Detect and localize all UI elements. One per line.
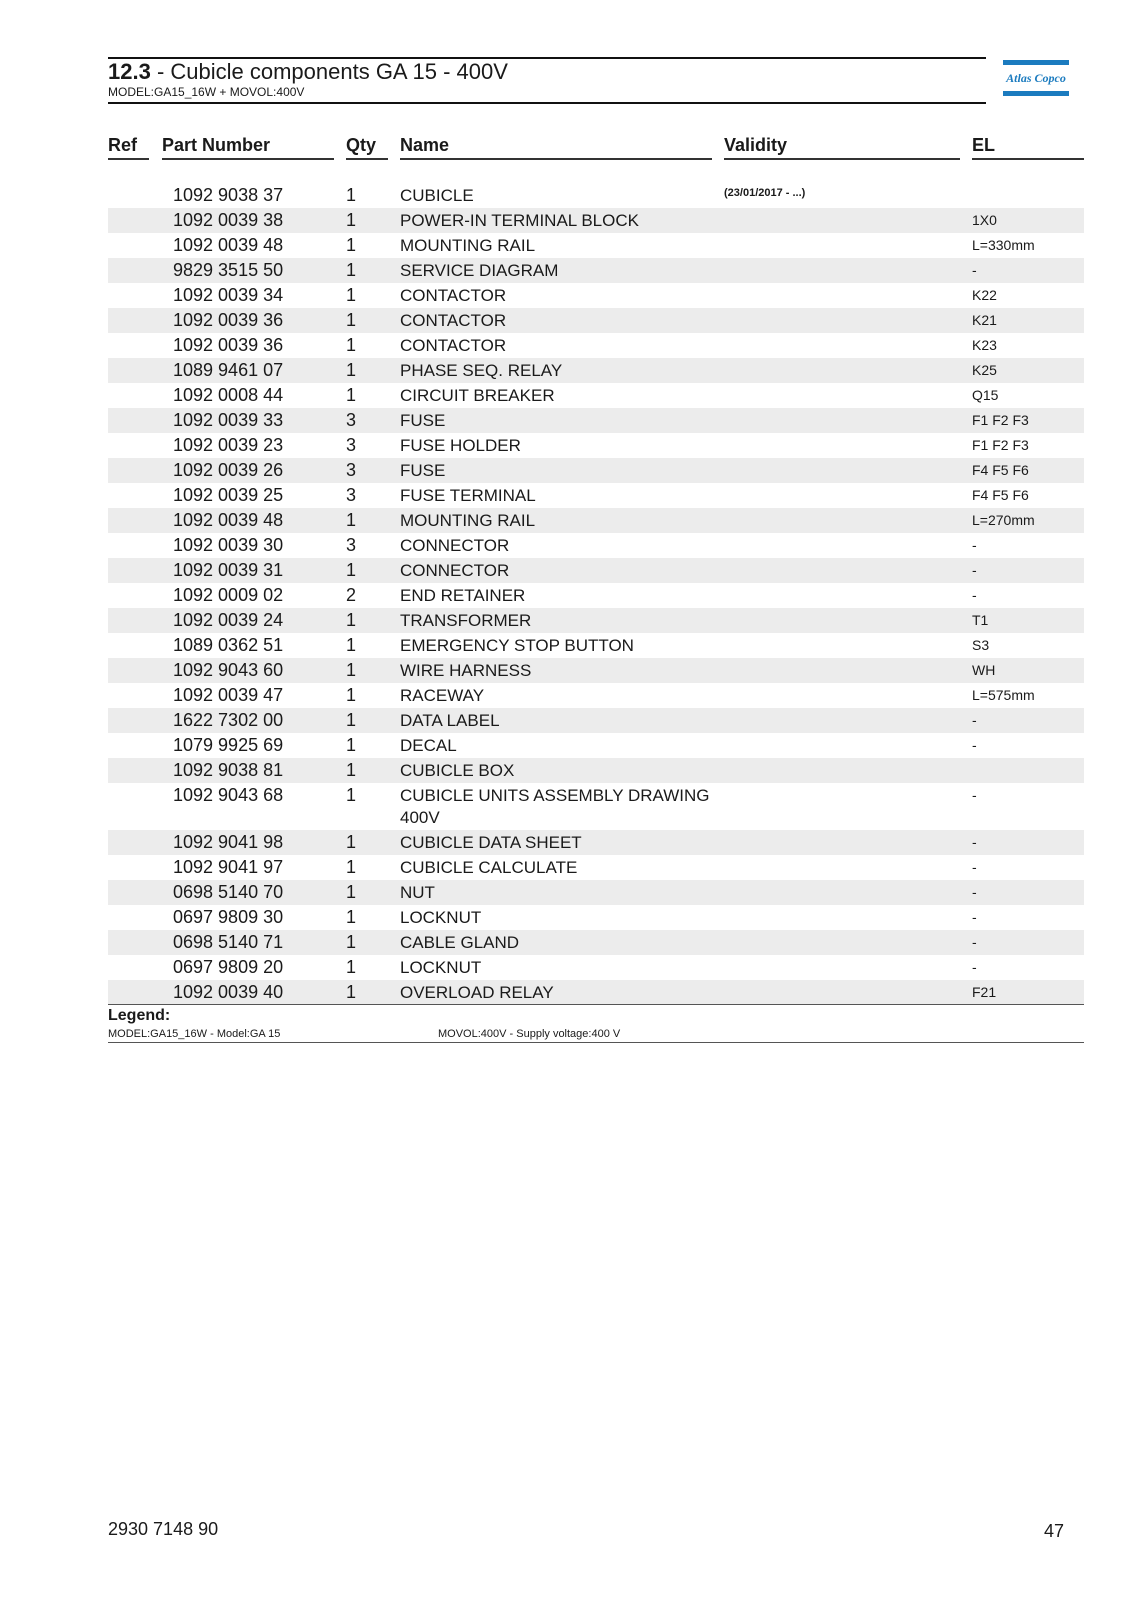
table-row [108, 333, 1084, 358]
el-cell: - [972, 737, 977, 753]
qty-cell: 3 [346, 435, 357, 455]
qty-cell: 1 [346, 360, 357, 380]
legend-item-model: MODEL:GA15_16W - Model:GA 15 [108, 1028, 281, 1040]
table-row [108, 830, 1084, 855]
qty-cell: 1 [346, 635, 357, 655]
name-cell: CONTACTOR [400, 311, 507, 330]
part-number-cell: 1092 9041 97 [173, 857, 284, 877]
qty-cell: 1 [346, 335, 357, 355]
qty-cell: 1 [346, 210, 357, 230]
table-row [108, 708, 1084, 733]
part-number-cell: 0698 5140 70 [173, 882, 284, 902]
table-row [108, 283, 1084, 308]
part-number-cell: 1092 0039 47 [173, 685, 284, 705]
part-number-cell: 1089 9461 07 [173, 360, 284, 380]
logo-bottom-bar [1003, 91, 1069, 96]
table-row [108, 483, 1084, 508]
name-continuation-cell: 400V [400, 808, 440, 827]
el-cell: 1X0 [972, 212, 997, 228]
el-cell: L=270mm [972, 512, 1035, 528]
el-cell: - [972, 562, 977, 578]
table-row [108, 383, 1084, 408]
page-number: 47 [1044, 1521, 1065, 1541]
table-row [108, 683, 1084, 708]
table-row [108, 208, 1084, 233]
name-cell: CUBICLE BOX [400, 761, 515, 780]
part-number-cell: 1092 0039 33 [173, 410, 284, 430]
name-cell: RACEWAY [400, 686, 485, 705]
name-cell: FUSE HOLDER [400, 436, 521, 455]
el-cell: - [972, 834, 977, 850]
part-number-cell: 1092 0039 25 [173, 485, 284, 505]
name-cell: WIRE HARNESS [400, 661, 532, 680]
part-number-cell: 1092 0039 48 [173, 235, 284, 255]
el-cell: F1 F2 F3 [972, 437, 1029, 453]
table-row [108, 458, 1084, 483]
name-cell: DECAL [400, 736, 457, 755]
part-number-cell: 1622 7302 00 [173, 710, 284, 730]
qty-cell: 1 [346, 957, 357, 977]
table-row [108, 955, 1084, 980]
table-row [108, 583, 1084, 608]
qty-cell: 1 [346, 610, 357, 630]
el-cell: T1 [972, 612, 989, 628]
name-cell: MOUNTING RAIL [400, 236, 536, 255]
qty-cell: 2 [346, 585, 357, 605]
qty-cell: 3 [346, 460, 357, 480]
header-rule-validity [724, 158, 960, 160]
name-cell: TRANSFORMER [400, 611, 532, 630]
part-number-cell: 0697 9809 30 [173, 907, 284, 927]
name-cell: FUSE [400, 411, 446, 430]
el-cell: - [972, 262, 977, 278]
table-row [108, 183, 1084, 208]
table-row [108, 930, 1084, 955]
part-number-cell: 0697 9809 20 [173, 957, 284, 977]
el-cell: L=575mm [972, 687, 1035, 703]
el-cell: S3 [972, 637, 990, 653]
part-number-cell: 1092 0039 40 [173, 982, 284, 1002]
qty-cell: 1 [346, 260, 357, 280]
header-rule-part-number [162, 158, 334, 160]
table-row [108, 233, 1084, 258]
qty-cell: 1 [346, 982, 357, 1002]
el-cell: K21 [972, 312, 997, 328]
qty-cell: 3 [346, 535, 357, 555]
table-row [108, 980, 1084, 1005]
part-number-cell: 1092 9043 60 [173, 660, 284, 680]
el-cell: F1 F2 F3 [972, 412, 1029, 428]
document-number: 2930 7148 90 [108, 1519, 219, 1539]
part-number-cell: 1089 0362 51 [173, 635, 284, 655]
part-number-cell: 1092 0039 30 [173, 535, 284, 555]
part-number-cell: 1092 0039 38 [173, 210, 284, 230]
el-cell: - [972, 959, 977, 975]
part-number-cell: 1092 0039 31 [173, 560, 284, 580]
name-cell: LOCKNUT [400, 908, 482, 927]
name-cell: FUSE [400, 461, 446, 480]
header-rule-el [972, 158, 1084, 160]
logo-top-bar [1003, 60, 1069, 65]
validity-cell: (23/01/2017 - ...) [724, 187, 806, 199]
el-cell: WH [972, 662, 996, 678]
table-row [108, 855, 1084, 880]
qty-cell: 1 [346, 560, 357, 580]
name-cell: CONTACTOR [400, 286, 507, 305]
el-cell: F21 [972, 984, 997, 1000]
el-cell: L=330mm [972, 237, 1035, 253]
el-cell: K22 [972, 287, 997, 303]
part-number-cell: 1092 0039 24 [173, 610, 284, 630]
name-cell: OVERLOAD RELAY [400, 983, 554, 1002]
column-header-el: EL [972, 135, 996, 155]
part-number-cell: 1092 9038 81 [173, 760, 284, 780]
table-row [108, 608, 1084, 633]
name-cell: CUBICLE CALCULATE [400, 858, 578, 877]
part-number-cell: 1092 0039 36 [173, 335, 284, 355]
qty-cell: 3 [346, 410, 357, 430]
table-row [108, 308, 1084, 333]
qty-cell: 1 [346, 882, 357, 902]
name-cell: MOUNTING RAIL [400, 511, 536, 530]
header-bottom-rule [108, 102, 986, 104]
el-cell: - [972, 909, 977, 925]
el-cell: F4 F5 F6 [972, 462, 1029, 478]
table-row [108, 533, 1084, 558]
el-cell: K25 [972, 362, 997, 378]
legend-item-voltage: MOVOL:400V - Supply voltage:400 V [438, 1028, 621, 1040]
name-cell: CONNECTOR [400, 561, 510, 580]
table-row [108, 558, 1084, 583]
el-cell: K23 [972, 337, 997, 353]
el-cell: - [972, 884, 977, 900]
column-header-part-number: Part Number [162, 135, 271, 155]
name-cell: POWER-IN TERMINAL BLOCK [400, 211, 639, 230]
qty-cell: 1 [346, 760, 357, 780]
name-cell: NUT [400, 883, 435, 902]
legend-bottom-rule [108, 1042, 1084, 1043]
name-cell: PHASE SEQ. RELAY [400, 361, 563, 380]
logo-text: Atlas Copco [1006, 71, 1066, 85]
qty-cell: 3 [346, 485, 357, 505]
name-cell: CONTACTOR [400, 336, 507, 355]
qty-cell: 1 [346, 735, 357, 755]
part-number-cell: 1092 0039 26 [173, 460, 284, 480]
column-header-validity: Validity [724, 135, 788, 155]
qty-cell: 1 [346, 932, 357, 952]
qty-cell: 1 [346, 510, 357, 530]
part-number-cell: 9829 3515 50 [173, 260, 284, 280]
part-number-cell: 1092 9043 68 [173, 785, 284, 805]
name-cell: LOCKNUT [400, 958, 482, 977]
el-cell: - [972, 587, 977, 603]
table-row [108, 880, 1084, 905]
part-number-cell: 1092 0039 36 [173, 310, 284, 330]
name-cell: SERVICE DIAGRAM [400, 261, 559, 280]
legend-title: Legend: [108, 1007, 171, 1024]
el-cell: Q15 [972, 387, 999, 403]
table-row [108, 408, 1084, 433]
part-number-cell: 1092 0009 02 [173, 585, 284, 605]
part-number-cell: 1092 0039 23 [173, 435, 284, 455]
qty-cell: 1 [346, 907, 357, 927]
table-row [108, 733, 1084, 758]
part-number-cell: 1092 9038 37 [173, 185, 284, 205]
qty-cell: 1 [346, 310, 357, 330]
table-row [108, 783, 1084, 829]
column-header-name: Name [400, 135, 450, 155]
part-number-cell: 1092 9041 98 [173, 832, 284, 852]
el-cell: - [972, 537, 977, 553]
el-cell: - [972, 934, 977, 950]
name-cell: CUBICLE UNITS ASSEMBLY DRAWING [400, 786, 710, 805]
table-row [108, 658, 1084, 683]
name-cell: CABLE GLAND [400, 933, 520, 952]
header-rule-ref [108, 158, 149, 160]
table-row [108, 433, 1084, 458]
table-row [108, 905, 1084, 930]
header-rule-name [400, 158, 712, 160]
part-number-cell: 1092 0039 34 [173, 285, 284, 305]
qty-cell: 1 [346, 285, 357, 305]
part-number-cell: 1092 0008 44 [173, 385, 284, 405]
table-row [108, 758, 1084, 783]
qty-cell: 1 [346, 185, 357, 205]
name-cell: DATA LABEL [400, 711, 500, 730]
name-cell: CUBICLE DATA SHEET [400, 833, 582, 852]
name-cell: END RETAINER [400, 586, 526, 605]
name-cell: CUBICLE [400, 186, 474, 205]
name-cell: CIRCUIT BREAKER [400, 386, 555, 405]
name-cell: FUSE TERMINAL [400, 486, 536, 505]
name-cell: EMERGENCY STOP BUTTON [400, 636, 634, 655]
table-row [108, 508, 1084, 533]
table-end-rule [108, 1004, 1084, 1005]
qty-cell: 1 [346, 857, 357, 877]
table-row [108, 258, 1084, 283]
section-number: 12.3 [108, 59, 151, 84]
part-number-cell: 1092 0039 48 [173, 510, 284, 530]
table-row [108, 633, 1084, 658]
el-cell: - [972, 712, 977, 728]
el-cell: F4 F5 F6 [972, 487, 1029, 503]
name-cell: CONNECTOR [400, 536, 510, 555]
model-line: MODEL:GA15_16W + MOVOL:400V [108, 85, 305, 99]
page-title [108, 58, 508, 86]
qty-cell: 1 [346, 385, 357, 405]
qty-cell: 1 [346, 785, 357, 805]
section-title-text: - Cubicle components GA 15 - 400V [150, 59, 508, 84]
column-header-qty: Qty [346, 135, 377, 155]
brand-logo [1003, 60, 1069, 96]
qty-cell: 1 [346, 832, 357, 852]
header-rule-qty [346, 158, 388, 160]
part-number-cell: 0698 5140 71 [173, 932, 284, 952]
el-cell: - [972, 787, 977, 803]
table-row [108, 358, 1084, 383]
column-header-ref: Ref [108, 135, 138, 155]
part-number-cell: 1079 9925 69 [173, 735, 284, 755]
qty-cell: 1 [346, 235, 357, 255]
qty-cell: 1 [346, 710, 357, 730]
el-cell: - [972, 859, 977, 875]
qty-cell: 1 [346, 685, 357, 705]
qty-cell: 1 [346, 660, 357, 680]
